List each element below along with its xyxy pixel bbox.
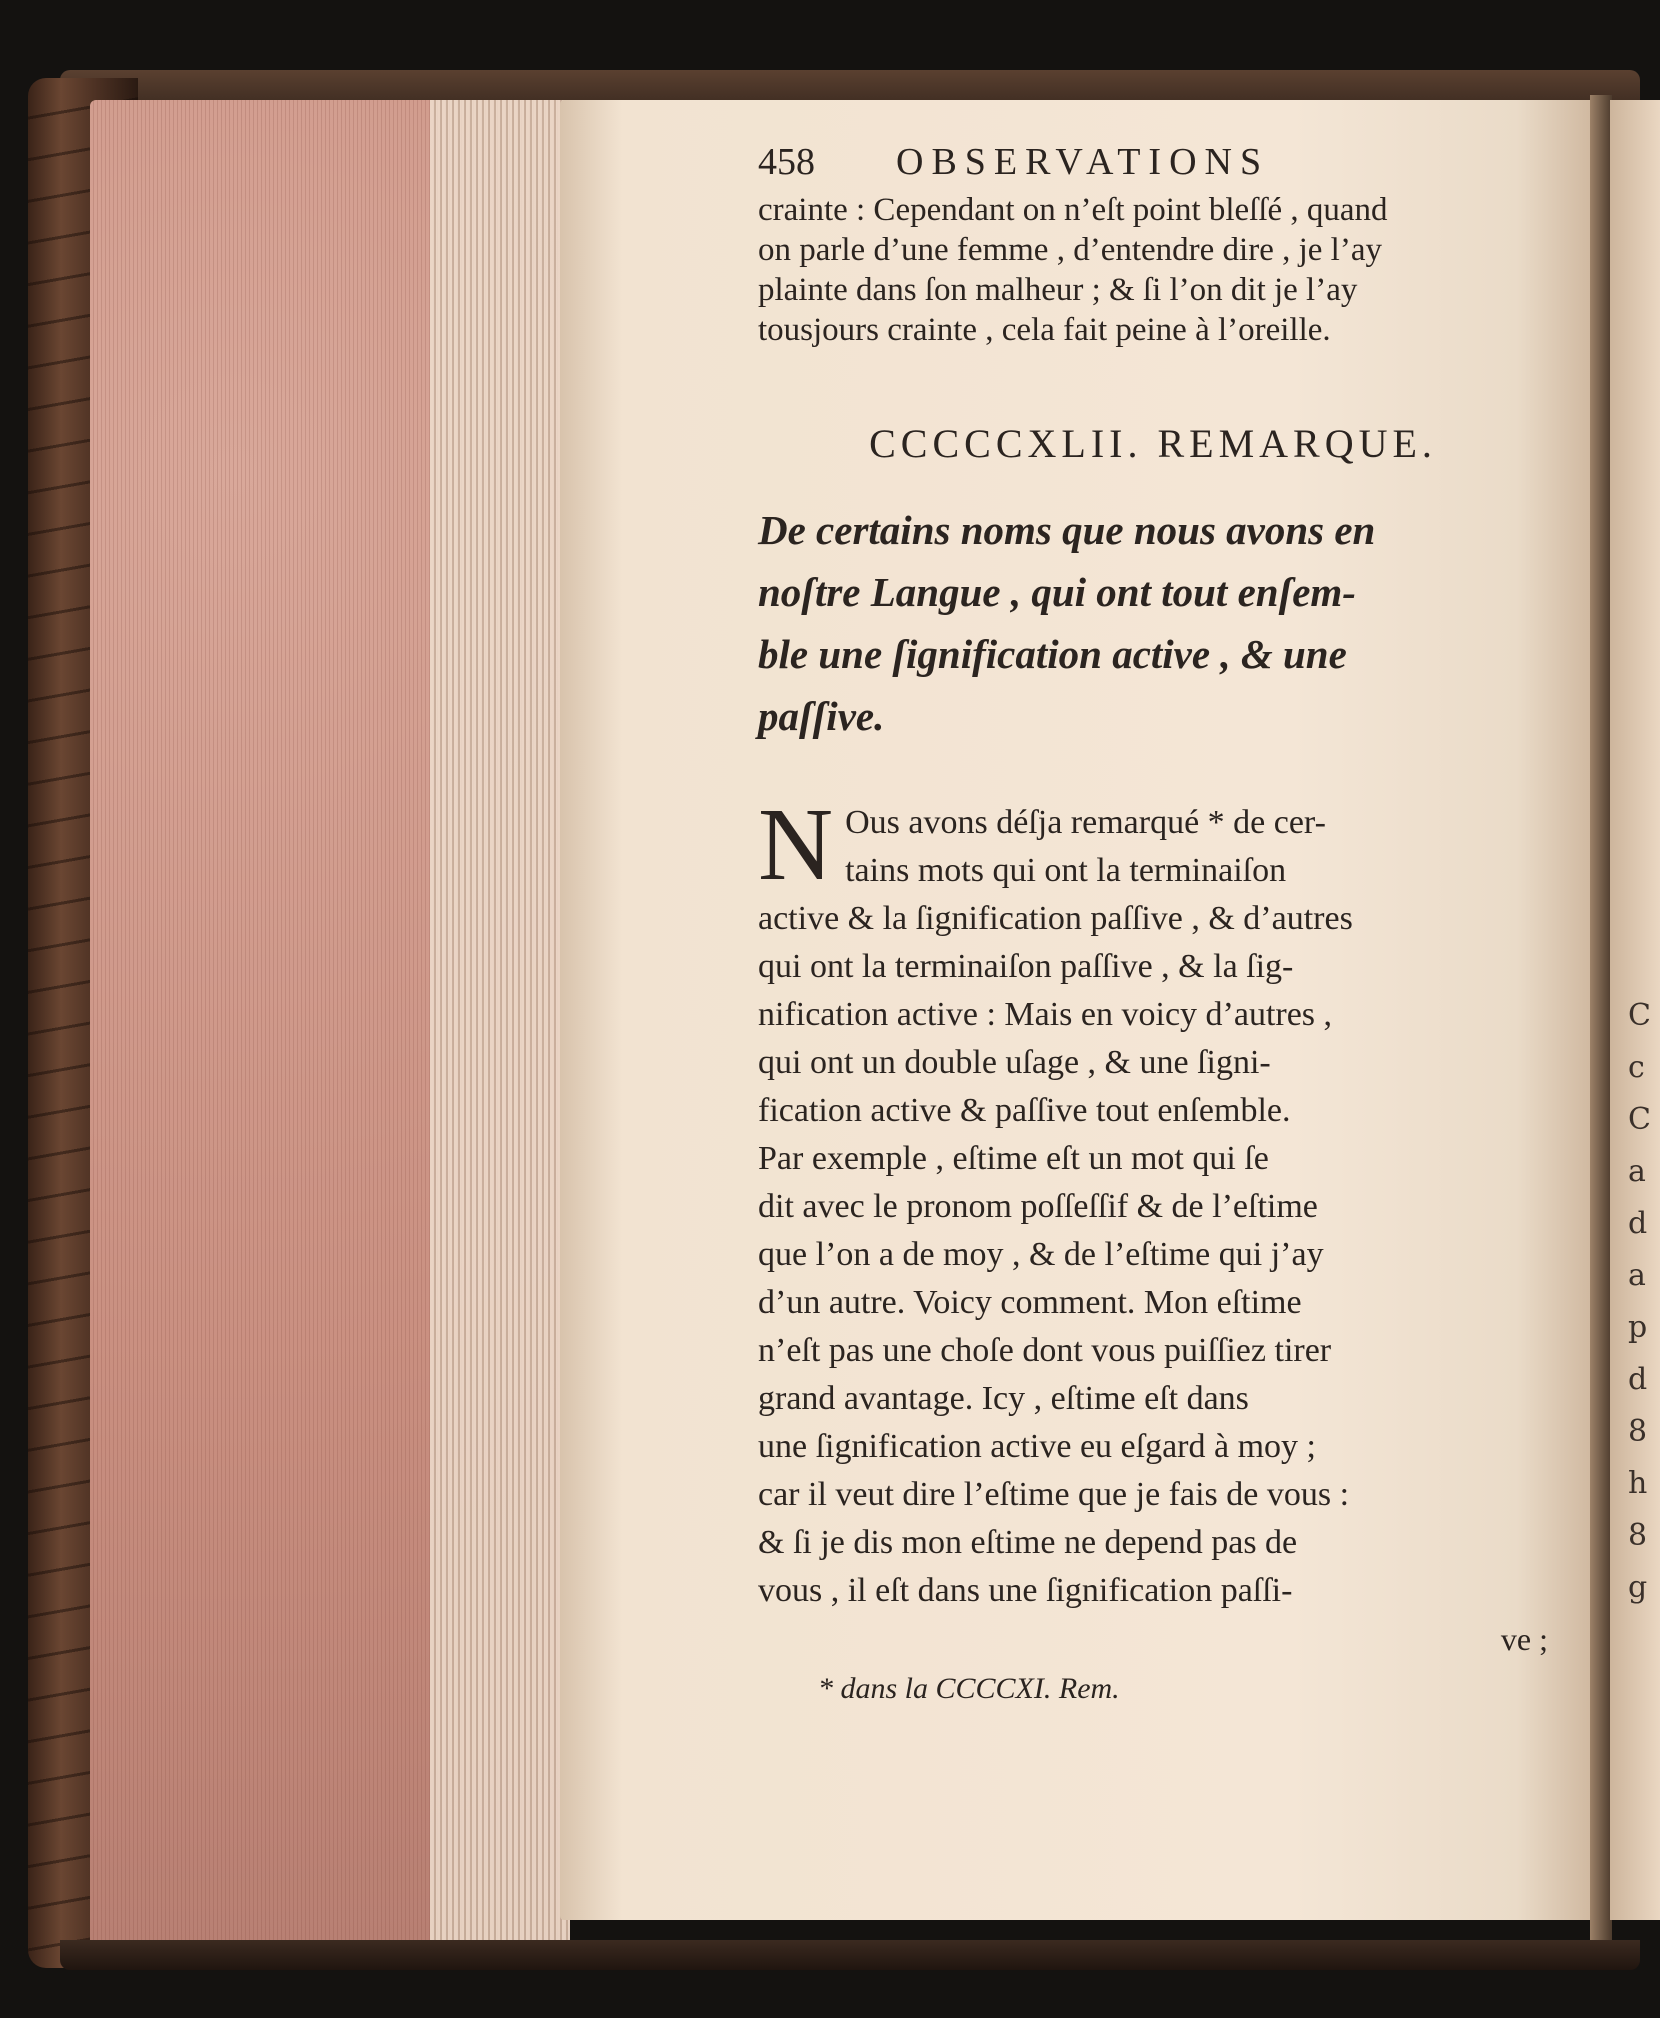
body-line: fication active & paſſive tout enſemble. <box>758 1092 1291 1129</box>
body-line: tains mots qui ont la terminaiſon <box>845 852 1287 889</box>
body-line: & ſi je dis mon eſtime ne depend pas de <box>758 1524 1298 1561</box>
body-line: que l’on a de moy , & de l’eſtime qui j’ay <box>758 1236 1324 1273</box>
body-line: nification active : Mais en voicy d’autres , <box>758 996 1333 1033</box>
facing-letter: 8 <box>1628 1518 1648 1553</box>
text-line: crainte : Cependant on n’eſt point bleſſé , quand <box>758 192 1388 228</box>
text-line: tousjours crainte , cela fait peine à l’oreille. <box>758 312 1331 348</box>
text-line: on parle d’une femme , d’entendre dire , je l’ay <box>758 232 1382 268</box>
page-number: 458 <box>758 141 815 183</box>
facing-letter: p <box>1628 1310 1648 1345</box>
catchword: ve ; <box>1500 1621 1548 1657</box>
remark-body <box>758 787 1548 1713</box>
body-line: active & la ſignification paſſive , & d’autres <box>758 900 1353 937</box>
facing-page-text <box>1628 990 1658 1614</box>
facing-letter: d <box>1628 1206 1648 1241</box>
body-line: Ous avons déſja remarqué * de cer- <box>845 804 1326 841</box>
body-line: n’eſt pas une choſe dont vous puiſſiez tirer <box>758 1332 1332 1369</box>
page-header <box>758 140 1548 184</box>
page-edges <box>90 100 570 1955</box>
body-line: vous , il eſt dans une ſignification paſſi- <box>758 1572 1293 1609</box>
remark-title: CCCCCXLII. REMARQUE. <box>869 421 1437 466</box>
footnote: * dans la CCCCXI. Rem. <box>818 1672 1120 1705</box>
facing-letter: c <box>1628 1050 1645 1085</box>
facing-letter: d <box>1628 1362 1648 1397</box>
body-line: car il veut dire l’eſtime que je fais de vous : <box>758 1476 1350 1513</box>
page-text <box>758 140 1548 1713</box>
drop-cap: N <box>758 787 834 902</box>
facing-letter: C <box>1628 1102 1651 1137</box>
body-line: dit avec le pronom poſſeſſif & de l’eſtime <box>758 1188 1318 1225</box>
remark-subtitle <box>758 499 1548 747</box>
cover-bottom-edge <box>60 1940 1640 1970</box>
subtitle-line: noſtre Langue , qui ont tout enſem- <box>758 569 1356 615</box>
subtitle-line: paſſive. <box>758 693 885 739</box>
body-line: grand avantage. Icy , eſtime eſt dans <box>758 1380 1249 1417</box>
subtitle-line: ble une ſignification active , & une <box>758 631 1347 677</box>
facing-letter: g <box>1628 1570 1648 1605</box>
facing-letter: a <box>1628 1258 1646 1293</box>
text-line: plainte dans ſon malheur ; & ſi l’on dit je l’ay <box>758 272 1358 308</box>
body-line: qui ont un double uſage , & une ſigni- <box>758 1044 1271 1081</box>
body-line: d’un autre. Voicy comment. Mon eſtime <box>758 1284 1302 1321</box>
facing-letter: a <box>1628 1154 1646 1189</box>
gutter <box>1590 95 1612 1945</box>
body-line: une ſignification active eu eſgard à moy ; <box>758 1428 1316 1465</box>
facing-letter: h <box>1628 1466 1648 1501</box>
running-head: OBSERVATIONS <box>896 141 1270 183</box>
intro-paragraph <box>758 190 1548 350</box>
body-line: Par exemple , eſtime eſt un mot qui ſe <box>758 1140 1269 1177</box>
facing-letter: 8 <box>1628 1414 1648 1449</box>
subtitle-line: De certains noms que nous avons en <box>758 507 1376 553</box>
facing-letter: C <box>1628 998 1651 1033</box>
body-line: qui ont la terminaiſon paſſive , & la ſig- <box>758 948 1294 985</box>
